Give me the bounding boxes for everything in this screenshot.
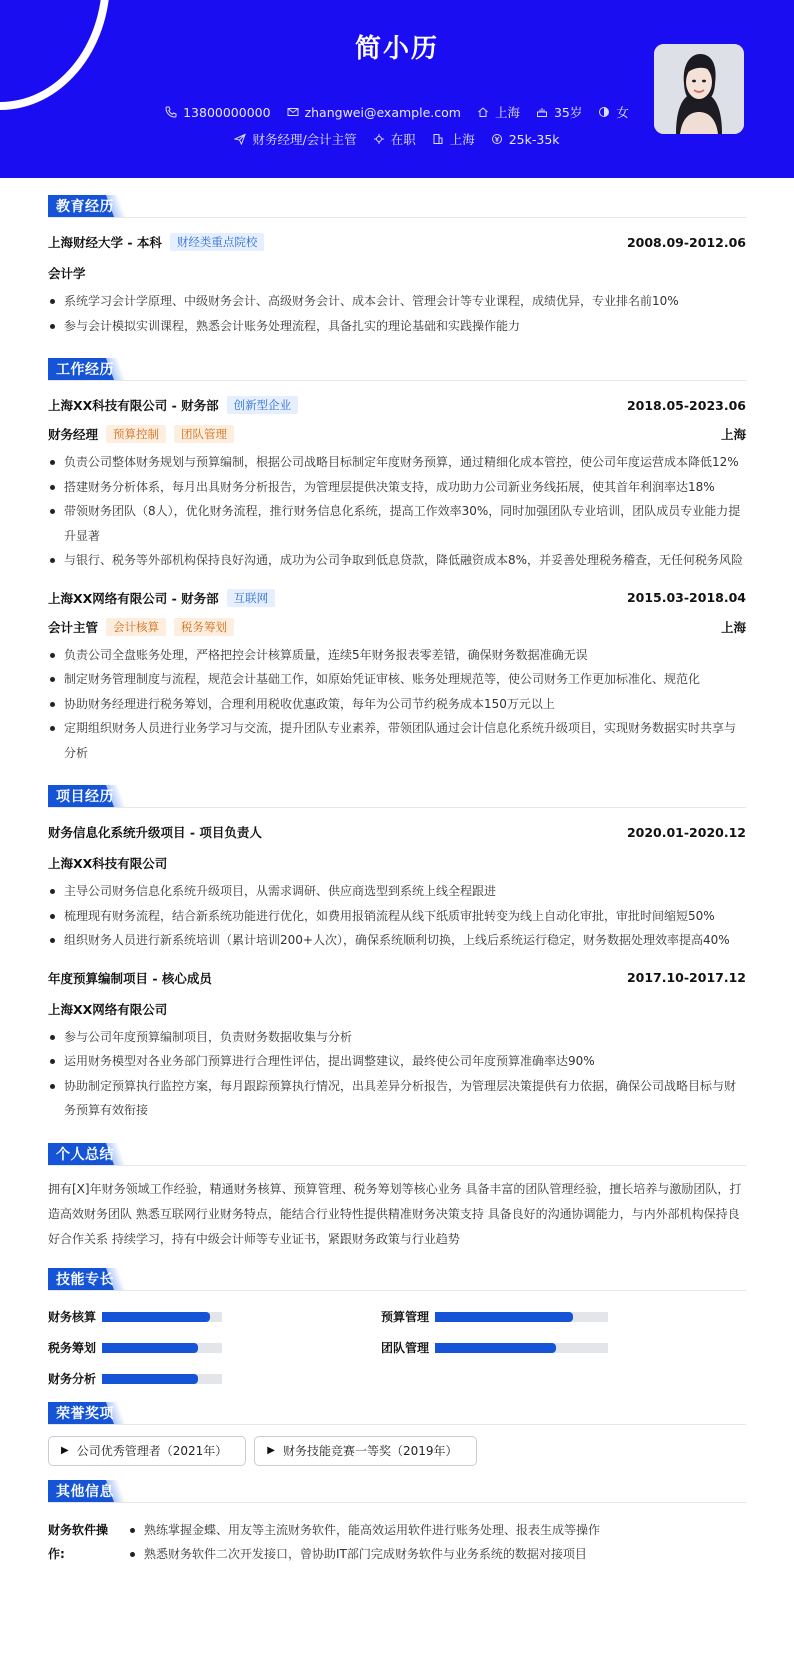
- status-item: [373, 130, 416, 148]
- list-item: 主导公司财务信息化系统升级项目，从需求调研、供应商选型到系统上线全程跟进: [48, 879, 746, 904]
- skill-name: 预算管理: [381, 1310, 430, 1324]
- major: 会计学: [48, 266, 86, 281]
- project-bullets: [48, 879, 746, 953]
- section-tab: [48, 785, 124, 807]
- award-item: [254, 1436, 476, 1466]
- other-section: [48, 1480, 746, 1566]
- section-title: 其他信息: [56, 1483, 114, 1500]
- age-item: [536, 103, 582, 121]
- salary-icon: [491, 133, 503, 145]
- role-tag: 会计核算: [106, 618, 166, 636]
- skill-bar: [102, 1312, 222, 1322]
- list-item: 系统学习会计学原理、中级财务会计、高级财务会计、成本会计、管理会计等专业课程，成绩优异，专业排名前10%: [48, 289, 746, 314]
- company-tag: 互联网: [227, 589, 276, 607]
- education-entry-header: [48, 233, 746, 251]
- role: [48, 425, 234, 443]
- school-title: 上海财经大学 - 本科: [48, 235, 162, 250]
- phone-icon: [165, 106, 177, 118]
- section-tab: [48, 1480, 124, 1502]
- send-icon: [234, 133, 246, 145]
- section-title: 荣誉奖项: [56, 1405, 114, 1422]
- work-role-row: [48, 618, 746, 636]
- role-title: 会计主管: [48, 619, 99, 635]
- resume-body: [48, 178, 746, 1566]
- phone-text: 13800000000: [183, 104, 271, 120]
- building-icon: [432, 133, 444, 145]
- list-item: 制定财务管理制度与流程，规范会计基础工作，如原始凭证审核、账务处理规范等，使公司财务工作更加标准化、规范化: [48, 667, 746, 692]
- section-title: 个人总结: [56, 1146, 114, 1163]
- section-divider: [48, 1502, 746, 1503]
- age-text: 35岁: [553, 105, 583, 120]
- skills-grid: [48, 1308, 746, 1388]
- education-date: 2008.09-2012.06: [626, 234, 746, 250]
- list-item: 参与会计模拟实训课程，熟悉会计账务处理流程，具备扎实的理论基础和实践操作能力: [48, 314, 746, 339]
- skill-bar-fill: [102, 1312, 210, 1322]
- project-date: 2020.01-2020.12: [626, 824, 746, 840]
- skill-bar-fill: [435, 1343, 556, 1353]
- list-item: 组织财务人员进行新系统培训（累计培训200+人次），确保系统顺利切换，上线后系统运行稳定，财务数据处理效率提高40%: [48, 928, 746, 953]
- section-divider: [48, 1290, 746, 1291]
- section-tab: [48, 1402, 124, 1424]
- project-title: 财务信息化系统升级项目 - 项目负责人: [48, 825, 262, 840]
- role-title: 财务经理: [48, 427, 99, 442]
- skill-bar: [102, 1343, 222, 1353]
- company-name: [48, 396, 298, 414]
- hometown-text: 上海: [494, 105, 520, 120]
- skill-name: 财务核算: [48, 1310, 97, 1324]
- section-divider: [48, 807, 746, 808]
- section-header: [48, 1480, 746, 1504]
- skill-name: 税务筹划: [48, 1341, 97, 1355]
- role-tag: 预算控制: [106, 425, 166, 443]
- work-location: 上海: [720, 427, 746, 442]
- work-date: 2018.05-2023.06: [626, 397, 746, 413]
- company-name: [48, 589, 275, 607]
- skill-item: [381, 1308, 714, 1326]
- skill-name: 团队管理: [381, 1341, 430, 1355]
- project-title: 年度预算编制项目 - 核心成员: [48, 970, 212, 986]
- company-tag: 创新型企业: [227, 396, 299, 414]
- play-icon: ▶: [61, 1445, 69, 1456]
- company-title: 上海XX网络有限公司 - 财务部: [48, 590, 219, 606]
- section-header: [48, 1402, 746, 1426]
- work-bullets: [48, 643, 746, 766]
- section-title: 项目经历: [56, 789, 114, 805]
- other-label: 财务软件操作:: [48, 1522, 109, 1561]
- education-section: [48, 195, 746, 338]
- email-text: zhangwei@example.com: [304, 104, 461, 120]
- skill-bar: [102, 1374, 222, 1384]
- work-section: [48, 358, 746, 765]
- skill-bar: [435, 1343, 608, 1353]
- target-role-text: 财务经理/会计主管: [252, 132, 357, 147]
- list-item: 搭建财务分析体系，每月出具财务分析报告，为管理层提供决策支持，成功助力公司新业务线拓展，使其首年利润率达18%: [48, 475, 746, 500]
- work-bullets: [48, 450, 746, 573]
- project-company: 上海XX科技有限公司: [48, 856, 168, 871]
- salary-text: 25k-35k: [508, 131, 560, 147]
- hometown-item: [477, 103, 520, 121]
- section-tab: [48, 1268, 124, 1290]
- list-item: 与银行、税务等外部机构保持良好沟通，成功为公司争取到低息贷款，降低融资成本8%，并妥善处理税务稽查，无任何税务风险: [48, 548, 746, 573]
- list-item: 负责公司整体财务规划与预算编制，根据公司战略目标制定年度财务预算，通过精细化成本管控，使公司年度运营成本降低12%: [48, 450, 746, 475]
- section-tab: [48, 1143, 124, 1165]
- status-text: 在职: [390, 132, 416, 147]
- list-item: 运用财务模型对各业务部门预算进行合理性评估，提出调整建议，最终使公司年度预算准确率达90%: [48, 1049, 746, 1074]
- project-date: 2017.10-2017.12: [626, 970, 746, 985]
- award-text: 公司优秀管理者（2021年）: [76, 1444, 228, 1458]
- list-item: 梳理现有财务流程，结合新系统功能进行优化，如费用报销流程从线下纸质审批转变为线上自动化审批，审批时间缩短50%: [48, 904, 746, 929]
- section-header: [48, 785, 746, 809]
- city-text: 上海: [449, 132, 475, 147]
- school-name: [48, 233, 264, 251]
- other-bullets: [124, 1518, 600, 1566]
- award-item: [48, 1436, 246, 1466]
- summary-section: [48, 1143, 746, 1252]
- section-title: 教育经历: [56, 199, 114, 215]
- skill-item: [48, 1370, 381, 1388]
- summary-text: 拥有[X]年财务领域工作经验，精通财务核算、预算管理、税务筹划等核心业务 具备丰富的团队管理经验，擅长培养与激励团队，打造高效财务团队 熟悉互联网行业财务特点，能结合行业特性提供精准财务决策支持 具备良好的沟通协调能力，与内外部机构保持良好合作关系 持续学习，持有中级会计师等专业证书，紧跟财务政策与行业趋势: [48, 1181, 742, 1246]
- awards-list: [48, 1436, 746, 1466]
- role-tag: 税务筹划: [174, 618, 234, 636]
- list-item: 参与公司年度预算编制项目，负责财务数据收集与分析: [48, 1025, 746, 1050]
- role: [48, 618, 234, 636]
- school-tag: 财经类重点院校: [170, 233, 265, 251]
- section-divider: [48, 1165, 746, 1166]
- project-bullets: [48, 1025, 746, 1123]
- company-title: 上海XX科技有限公司 - 财务部: [48, 398, 219, 413]
- skill-bar-fill: [102, 1343, 198, 1353]
- age-icon: [536, 106, 548, 118]
- section-divider: [48, 380, 746, 381]
- section-title: 工作经历: [56, 362, 114, 378]
- role-tag: 团队管理: [174, 425, 234, 443]
- skill-item: [48, 1339, 381, 1357]
- gender-text: 女: [616, 105, 629, 120]
- city-item: [432, 130, 475, 148]
- candidate-name: 简小历: [354, 34, 439, 64]
- section-header: [48, 358, 746, 382]
- work-role-row: [48, 425, 746, 443]
- skill-item: [381, 1339, 714, 1357]
- list-item: 熟悉财务软件二次开发接口，曾协助IT部门完成财务软件与业务系统的数据对接项目: [124, 1542, 600, 1566]
- resume-header: [0, 0, 794, 178]
- play-icon: ▶: [267, 1445, 275, 1456]
- education-bullets: [48, 289, 746, 338]
- mail-icon: [287, 106, 299, 118]
- list-item: 带领财务团队（8人），优化财务流程，推行财务信息化系统，提高工作效率30%，同时加强团队专业培训，团队成员专业能力提升显著: [48, 499, 746, 548]
- work-date: 2015.03-2018.04: [626, 590, 746, 605]
- section-header: [48, 1143, 746, 1167]
- skill-bar-fill: [435, 1312, 573, 1322]
- phone-item: [165, 103, 270, 121]
- list-item: 负责公司全盘账务处理，严格把控会计核算质量，连续5年财务报表零差错，确保财务数据准确无误: [48, 643, 746, 668]
- skill-bar-fill: [102, 1374, 198, 1384]
- skill-name: 财务分析: [48, 1372, 97, 1386]
- projects-section: [48, 785, 746, 1123]
- skill-bar: [435, 1312, 608, 1322]
- skills-section: [48, 1268, 746, 1388]
- avatar: [654, 44, 744, 134]
- project-company: 上海XX网络有限公司: [48, 1001, 168, 1017]
- email-item: [287, 103, 461, 121]
- awards-section: [48, 1402, 746, 1466]
- section-tab: [48, 195, 124, 217]
- section-header: [48, 195, 746, 219]
- list-item: 熟练掌握金蝶、用友等主流财务软件，能高效运用软件进行账务处理、报表生成等操作: [124, 1518, 600, 1542]
- salary-item: [491, 130, 560, 148]
- gender-icon: [598, 106, 610, 118]
- target-role-item: [234, 130, 356, 148]
- section-divider: [48, 217, 746, 218]
- skill-item: [48, 1308, 381, 1326]
- section-title: 技能专长: [56, 1271, 114, 1288]
- home-icon: [477, 106, 489, 118]
- list-item: 协助制定预算执行监控方案，每月跟踪预算执行情况，出具差异分析报告，为管理层决策提供有力依据，确保公司战略目标与财务预算有效衔接: [48, 1074, 746, 1123]
- award-text: 财务技能竞赛一等奖（2019年）: [282, 1444, 458, 1458]
- avatar-photo: [654, 44, 744, 134]
- other-info: [48, 1518, 746, 1566]
- section-divider: [48, 1424, 746, 1425]
- work-entry-header: [48, 589, 746, 607]
- list-item: 定期组织财务人员进行业务学习与交流，提升团队专业素养，带领团队通过会计信息化系统升级项目，实现财务数据实时共享与分析: [48, 716, 746, 765]
- section-tab: [48, 358, 124, 380]
- section-header: [48, 1268, 746, 1292]
- gender-item: [598, 103, 629, 121]
- work-location: 上海: [720, 619, 746, 635]
- project-entry-header: [48, 969, 746, 987]
- status-icon: [373, 133, 385, 145]
- project-entry-header: [48, 823, 746, 841]
- work-entry-header: [48, 396, 746, 414]
- list-item: 协助财务经理进行税务筹划，合理利用税收优惠政策，每年为公司节约税务成本150万元以上: [48, 692, 746, 717]
